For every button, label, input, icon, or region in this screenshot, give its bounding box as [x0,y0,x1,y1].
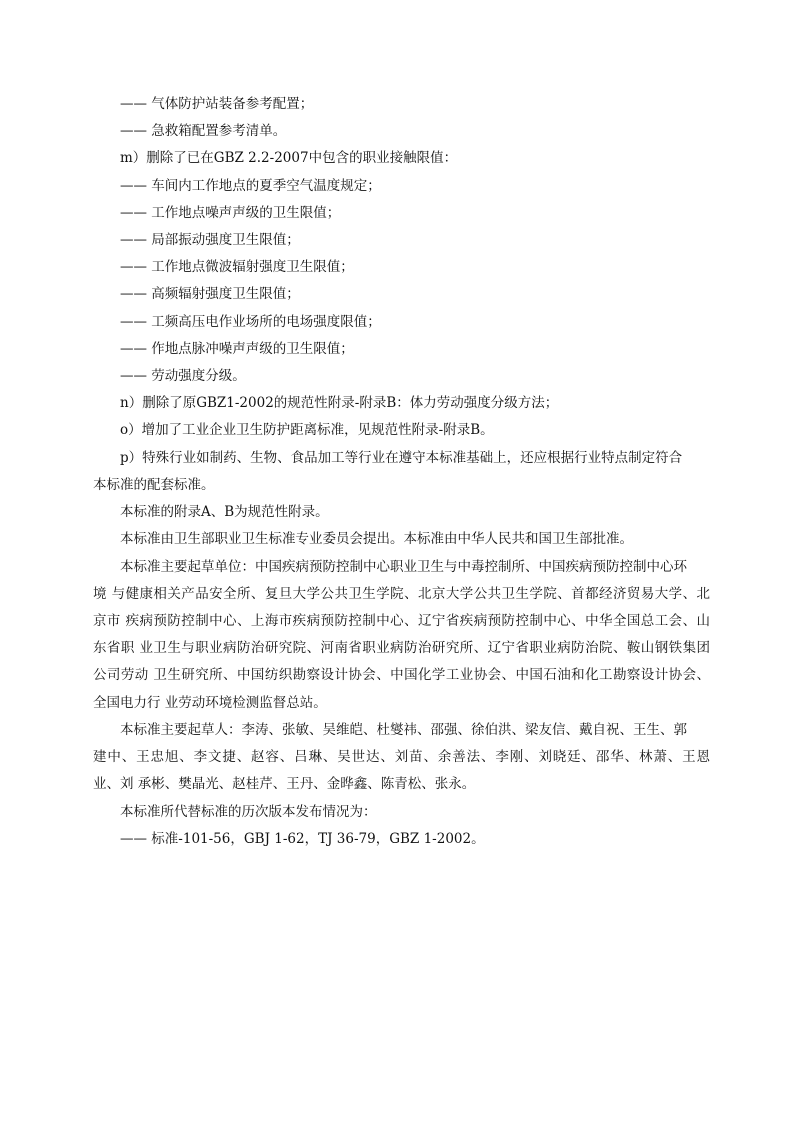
paragraph-continuation: 本标准的配套标准。 [93,477,215,493]
list-item: —— 劳动强度分级。 [120,368,246,384]
list-heading-m: m）删除了已在GBZ 2.2-2007中包含的职业接触限值： [120,150,458,166]
paragraph-continuation: 境 与健康相关产品安全所、复旦大学公共卫生学院、北京大学公共卫生学院、首都经济贸易大学、北 [93,586,710,602]
paragraph-continuation: 京市 疾病预防控制中心、上海市疾病预防控制中心、辽宁省疾病预防控制中心、中华全国总工会、山 [93,613,710,629]
list-heading-n: n）删除了原GBZ1-2002的规范性附录-附录B：体力劳动强度分级方法； [120,395,559,411]
list-item: —— 局部振动强度卫生限值； [120,232,300,248]
paragraph-continuation: 建中、王忠旭、李文捷、赵容、吕琳、吴世达、刘苗、余善法、李刚、刘晓廷、邵华、林萧、王恩 [93,749,710,765]
list-item: —— 气体防护站装备参考配置； [120,96,314,112]
paragraph: 本标准主要起草单位：中国疾病预防控制中心职业卫生与中毒控制所、中国疾病预防控制中心环 [120,559,687,575]
list-heading-p: p）特殊行业如制药、生物、食品加工等行业在遵守本标准基础上，还应根据行业特点制定符合 [120,450,683,466]
list-item: —— 急救箱配置参考清单。 [120,123,287,139]
list-item: —— 高频辐射强度卫生限值； [120,286,300,302]
list-item: —— 标准-101-56，GBJ 1-62，TJ 36-79，GBZ 1-2002。 [120,831,485,847]
paragraph: 本标准的附录A、B为规范性附录。 [120,504,329,520]
list-heading-o: o）增加了工业企业卫生防护距离标准，见规范性附录-附录B。 [120,422,494,438]
paragraph-continuation: 公司劳动 卫生研究所、中国纺织勘察设计协会、中国化学工业协会、中国石油和化工勘察设计协会、 [93,667,710,683]
list-item: —— 工作地点微波辐射强度卫生限值； [120,259,354,275]
list-item: —— 工作地点噪声声级的卫生限值； [120,205,341,221]
paragraph: 本标准由卫生部职业卫生标准专业委员会提出。本标准由中华人民共和国卫生部批准。 [120,531,633,547]
paragraph: 本标准所代替标准的历次版本发布情况为： [120,804,377,820]
paragraph-continuation: 业、刘 承彬、樊晶光、赵桂芹、王丹、金晔鑫、陈青松、张永。 [93,776,476,792]
list-item: —— 工频高压电作业场所的电场强度限值； [120,314,381,330]
list-item: —— 车间内工作地点的夏季空气温度规定； [120,178,381,194]
list-item: —— 作地点脉冲噪声声级的卫生限值； [120,341,354,357]
paragraph-continuation: 东省职 业卫生与职业病防治研究院、河南省职业病防治研究所、辽宁省职业病防治院、鞍山钢铁集团 [93,640,710,656]
paragraph-continuation: 全国电力行 业劳动环境检测监督总站。 [93,695,327,711]
paragraph: 本标准主要起草人：李涛、张敏、吴维皑、杜燮祎、邵强、徐伯洪、梁友信、戴自祝、王生、郭 [120,722,687,738]
